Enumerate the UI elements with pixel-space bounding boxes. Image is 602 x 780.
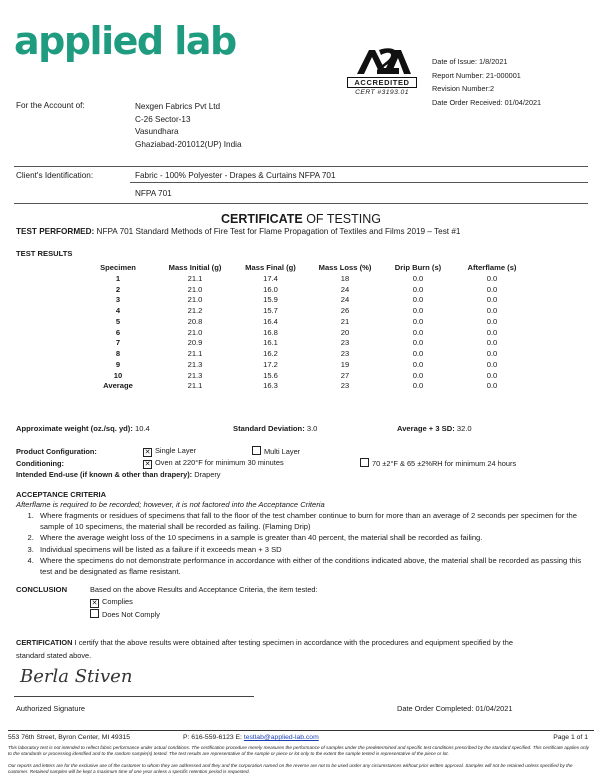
multi-layer-label: Multi Layer [264,447,301,456]
table-cell: 27 [340,370,350,380]
account-address [135,101,242,151]
account-line: Vasundhara [135,127,179,136]
table-cell: 0.0 [486,295,498,305]
intended-end-use [16,470,221,479]
table-row [80,316,531,327]
approx-weight-value: 10.4 [132,424,150,433]
table-cell: 15.6 [263,370,278,380]
certification-statement [16,637,536,662]
specimen-cell: 2 [115,284,121,294]
certification-label: CERTIFICATION [16,638,73,647]
test-performed-label: TEST PERFORMED: [16,227,95,236]
company-logo: applied lab [14,19,236,63]
table-row [80,327,531,338]
email-link[interactable]: testlab@applied-lab.com [243,734,319,741]
sd-value: 3.0 [304,424,318,433]
table-cell: 0.0 [412,349,424,359]
table-cell: 16.3 [263,381,278,391]
table-cell: 19 [340,359,350,369]
table-cell: 20.9 [187,338,203,348]
table-cell: 17.4 [263,273,278,283]
approx-weight [16,424,150,433]
table-cell: 0.0 [486,349,498,359]
table-cell: 0.0 [486,381,498,391]
specimen-cell: 1 [115,273,121,283]
table-cell: 21.1 [187,381,203,391]
client-id-standard: NFPA 701 [135,189,172,198]
table-cell: 0.0 [412,295,424,305]
specimen-cell: 5 [115,316,121,326]
column-header: Mass Initial (g) [168,263,222,272]
signature-image: Berla Stiven [20,666,133,687]
table-cell: 16.2 [263,349,278,359]
page-number: Page 1 of 1 [553,734,588,741]
table-cell: 16.0 [263,284,278,294]
standard-deviation [233,424,317,433]
divider [14,166,588,167]
oven-option[interactable] [143,458,284,469]
checkbox-checked-icon[interactable]: ✕ [91,600,98,607]
acceptance-criteria [16,500,586,578]
avg3sd-value: 32.0 [454,424,472,433]
table-cell: 23 [340,349,350,359]
title-bold: CERTIFICATE [221,212,303,226]
results-table [80,262,531,391]
single-layer-label: Single Layer [155,446,197,455]
cert-number: CERT #3193.01 [355,89,409,96]
footer-address: 553 76th Street, Byron Center, MI 49315 [8,734,131,741]
checkbox-icon[interactable] [360,458,369,467]
table-cell: 24 [340,284,350,294]
column-header: Drip Burn (s) [394,263,442,272]
single-layer-option[interactable] [143,446,196,457]
column-header: Specimen [100,263,136,272]
oven-label: Oven at 220°F for minimum 30 minutes [155,458,284,467]
criteria-list [16,511,586,577]
table-cell: 20.8 [187,316,203,326]
table-cell: 15.9 [263,295,278,305]
divider [14,203,588,204]
table-cell: 0.0 [486,327,498,337]
table-cell: 17.2 [263,359,278,369]
table-row [80,273,531,284]
accredited-label: ACCREDITED [347,77,417,88]
table-cell: 16.8 [263,327,278,337]
table-cell: 0.0 [412,284,424,294]
table-cell: 21.2 [187,306,203,316]
specimen-cell: 10 [113,370,123,380]
table-cell: 0.0 [486,338,498,348]
humidity-label: 70 ±2°F & 65 ±2%RH for minimum 24 hours [372,459,517,468]
table-cell: 21.0 [187,295,203,305]
table-cell: 21.0 [187,284,203,294]
client-id-label: Client's Identification: [16,171,94,180]
acceptance-criteria-heading: ACCEPTANCE CRITERIA [16,490,107,499]
checkbox-icon[interactable] [90,609,99,618]
table-cell: 23 [340,381,350,391]
end-use-value: Drapery [192,470,221,479]
authorized-signature-label: Authorized Signature [16,704,86,713]
table-cell: 0.0 [412,306,424,316]
column-header: Mass Final (g) [245,263,296,272]
test-performed-text: NFPA 701 Standard Methods of Fire Test for Flame Propagation of Textiles and Films 2019 – Test #1 [94,227,461,236]
not-comply-label: Does Not Comply [102,610,160,619]
table-row [80,284,531,295]
revision-number: Revision Number:2 [432,84,495,93]
table-header-row [80,262,531,273]
table-row [80,359,531,370]
date-of-issue: Date of Issue: 1/8/2021 [432,57,508,66]
table-cell: 21.0 [187,327,203,337]
accreditation-badge [347,46,417,96]
criteria-item: 2. Where the average weight loss of the 10 specimens in a sample is greater than 40 percent, the material shall be recorded as failing. [36,533,586,544]
table-cell: 0.0 [486,284,498,294]
report-number: Report Number: 21-000001 [432,70,521,80]
disclaimer-1: This laboratory test is not intended to reflect fabric performance under actual conditions. The certification procedure merely measures the performance of samples under the predetermined and specific test conditions prescribed by the standard specified. This certificate applies only to the standards or processing identified and to the random sample(s) tested. The test results are representative of the sample or piece or lot only to the extent the sample tested is representative of the piece or lot. [8,745,590,756]
multi-layer-option[interactable] [252,446,300,456]
table-cell: 0.0 [412,273,424,283]
signature-line [14,696,254,697]
criteria-item: 1. Where fragments or residues of specimens that fall to the floor of the test chamber continue to burn for more than an average of 2 seconds per specimen for the sample of 10 specimens, the material shall be recorded as failing. (Flaming Drip) [36,511,586,532]
checkbox-checked-icon[interactable]: ✕ [144,449,151,456]
title-rest: OF TESTING [302,212,381,226]
column-header: Afterflame (s) [467,263,517,272]
end-use-label: Intended End-use (if known & other than drapery): [16,470,193,479]
table-cell: 0.0 [486,306,498,316]
table-cell: 0.0 [412,338,424,348]
specimen-cell: 9 [115,359,121,369]
table-cell: 21.3 [187,370,203,380]
checkbox-icon[interactable] [252,446,261,455]
product-config-label: Product Configuration: [16,447,97,456]
conditioning-label: Conditioning: [16,459,65,468]
criteria-item: 3. Individual specimens will be listed as a failure if it exceeds mean + 3 SD [36,545,586,556]
conclusion-label: CONCLUSION [16,585,68,594]
footer-contact [183,734,319,741]
table-row [80,381,531,392]
approx-weight-label: Approximate weight (oz./sq. yd): [16,424,133,433]
complies-label: Complies [102,597,133,606]
table-row [80,338,531,349]
account-line: Ghaziabad-201012(UP) India [135,139,242,149]
date-order-received: Date Order Received: 01/04/2021 [432,97,542,107]
table-row [80,370,531,381]
checkbox-checked-icon[interactable]: ✕ [144,461,151,468]
complies-option[interactable] [90,597,133,608]
table-cell: 21 [340,316,350,326]
table-cell: 21.1 [187,349,203,359]
certificate-title [0,212,602,226]
account-label: For the Account of: [16,101,85,110]
table-row [80,348,531,359]
table-cell: 0.0 [412,327,424,337]
table-row [80,305,531,316]
specimen-cell: 4 [115,306,121,316]
footer-phone: P: 616-559-6123 E: [183,734,244,741]
avg3sd-label: Average + 3 SD: [397,424,455,433]
table-cell: 15.7 [263,306,278,316]
client-id-value: Fabric - 100% Polyester - Drapes & Curtains NFPA 701 [135,171,336,180]
table-cell: 0.0 [412,370,424,380]
table-cell: 0.0 [486,359,498,369]
table-cell: 18 [340,273,350,283]
table-cell: 16.1 [263,338,278,348]
average-plus-3sd [397,424,472,433]
test-performed [16,227,460,236]
specimen-cell: Average [103,381,133,391]
specimen-cell: 3 [115,295,121,305]
disclaimer-2: Our reports and letters are for the exclusive use of the customer to whom they are addressed and they and the corporation named on the reverse are not to be used under any circumstances without prior written approval. Samples will not be retained unless specified by the customer. Retained samples will be kept a maximum time of one year unless a specific retention period is requested. [8,763,573,774]
date-order-completed: Date Order Completed: 01/04/2021 [397,704,513,713]
divider [130,182,588,183]
account-line: Nexgen Fabrics Pvt Ltd [135,102,221,111]
criteria-intro: Afterflame is required to be recorded; however, it is not factored into the Acceptance Criteria [16,500,325,509]
account-line: C-26 Sector-13 [135,114,191,124]
table-cell: 0.0 [486,273,498,283]
specimen-cell: 8 [115,349,121,359]
test-results-heading: TEST RESULTS [16,249,73,258]
table-cell: 21.1 [187,273,203,283]
specimen-cell: 7 [115,338,121,348]
table-cell: 20 [340,327,350,337]
table-cell: 16.4 [263,316,278,326]
certification-text: I certify that the above results were obtained after testing specimen in accordance with the procedures and equipment specified by the standard stated above. [16,638,513,660]
table-cell: 0.0 [412,359,424,369]
sd-label: Standard Deviation: [233,424,305,433]
humidity-option[interactable] [360,458,516,468]
not-comply-option[interactable] [90,609,160,619]
a2la-logo-icon [353,46,411,76]
criteria-item: 4. Where the specimens do not demonstrate performance in accordance with either of the conditions indicated above, the material shall be recorded as passing this test and be designated as flame resistant. [36,556,586,577]
table-cell: 21.3 [187,359,203,369]
table-cell: 0.0 [412,381,424,391]
table-cell: 24 [340,295,350,305]
table-cell: 26 [340,306,350,316]
table-row [80,295,531,306]
column-header: Mass Loss (%) [318,263,372,272]
table-cell: 23 [340,338,350,348]
conclusion-text: Based on the above Results and Acceptance Criteria, the item tested: [90,585,318,594]
table-cell: 0.0 [486,316,498,326]
report-meta [432,55,541,109]
specimen-cell: 6 [115,327,121,337]
table-cell: 0.0 [412,316,424,326]
table-cell: 0.0 [486,370,498,380]
footer-divider [8,730,594,731]
